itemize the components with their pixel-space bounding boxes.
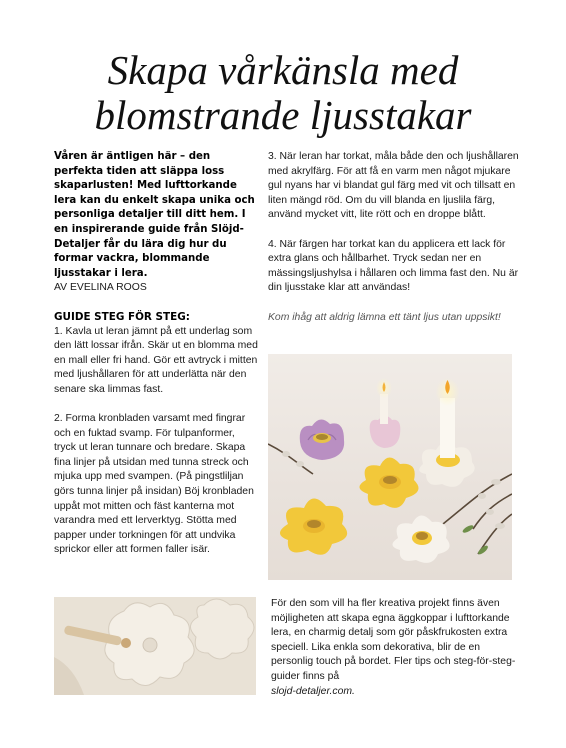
- yellow-daffodil-holder: [359, 457, 418, 507]
- title-line-1: Skapa vårkänsla med: [107, 47, 459, 93]
- left-column: [54, 150, 259, 573]
- yellow-daffodil-holder-front: [280, 498, 347, 554]
- right-column: [268, 150, 520, 325]
- author-byline: AV EVELINA ROOS: [54, 282, 147, 294]
- intro-text: Våren är äntligen här – den perfekta tiden att släppa loss skaparlusten! Med lufttorkande lera kan du enkelt skapa unika och personliga detaljer till ditt hem. I en inspirerande guide från Slöjd-Detaljer får du lära dig hur du formar vackra, blommande ljusstakar i lera.: [54, 151, 255, 279]
- white-daffodil-holder-tall: [419, 378, 475, 487]
- candle-holders-illustration: [268, 354, 512, 580]
- safety-note: Kom ihåg att aldrig lämna ett tänt ljus utan uppsikt!: [268, 311, 501, 323]
- step-4: 4. När färgen har torkat kan du applicera ett lack för extra glans och hållbarhet. Tryck sedan ner en mässingsljushylsa i hållaren och limma fast den. Nu är din ljusstake klar att användas!: [268, 238, 519, 294]
- lilac-tulip-holder: [300, 419, 344, 460]
- bottom-paragraph: För den som vill ha fler kreativa projekt finns även möjligheten att skapa egna äggkoppar i lufttorkande lera, en charmig detalj som gör påskfrukosten extra speciell. Lika enkla som dekorativa, blir de en personlig touch på bordet. Fler tips och steg-för-steg-guider finns på: [271, 598, 516, 682]
- clay-cutting-photo: [54, 597, 256, 695]
- candle-holders-photo: [268, 354, 512, 580]
- guide-heading: GUIDE STEG FÖR STEG:: [54, 310, 190, 323]
- bottom-text-block: [271, 597, 517, 699]
- clay-flower-cutout-illustration: [54, 597, 256, 695]
- step-1: 1. Kavla ut leran jämnt på ett underlag som den lätt lossar ifrån. Skär ut en blomma med en mall eller fri hand. Gör ett avtryck i mitten med ljushållaren för att underlätta när den senare ska limmas fast.: [54, 325, 258, 395]
- step-3: 3. När leran har torkat, måla både den och ljushållaren med akrylfärg. För att få en varm men något mjukare gul nyans har vi blandat gul färg med vit och tillsatt en liten mängd röd. Om du vill blanda en ljuslila färg, använd mycket vitt, lite rött och en droppe blått.: [268, 151, 519, 221]
- pink-tulip-holder: [370, 378, 401, 448]
- website-link[interactable]: slojd-detaljer.com.: [271, 685, 355, 697]
- page-title: [0, 48, 566, 138]
- title-line-2: blomstrande ljusstakar: [94, 92, 472, 138]
- white-daffodil-holder-small: [392, 515, 449, 562]
- step-2: 2. Forma kronbladen varsamt med fingrar och en fuktad svamp. För tulpanformer, tryck ut leran tunnare och bredare. Skapa fina linjer på utsidan med tunna streck och mjuka upp med svampen. (På pingstliljan görs tunna linjer på insidan) Böj kronbladen uppåt mot mitten och fäst kanterna mot varandra med ett lerverktyg. Stötta med papper under torkningen för att undvika sprickor eller att formen faller isär.: [54, 413, 254, 556]
